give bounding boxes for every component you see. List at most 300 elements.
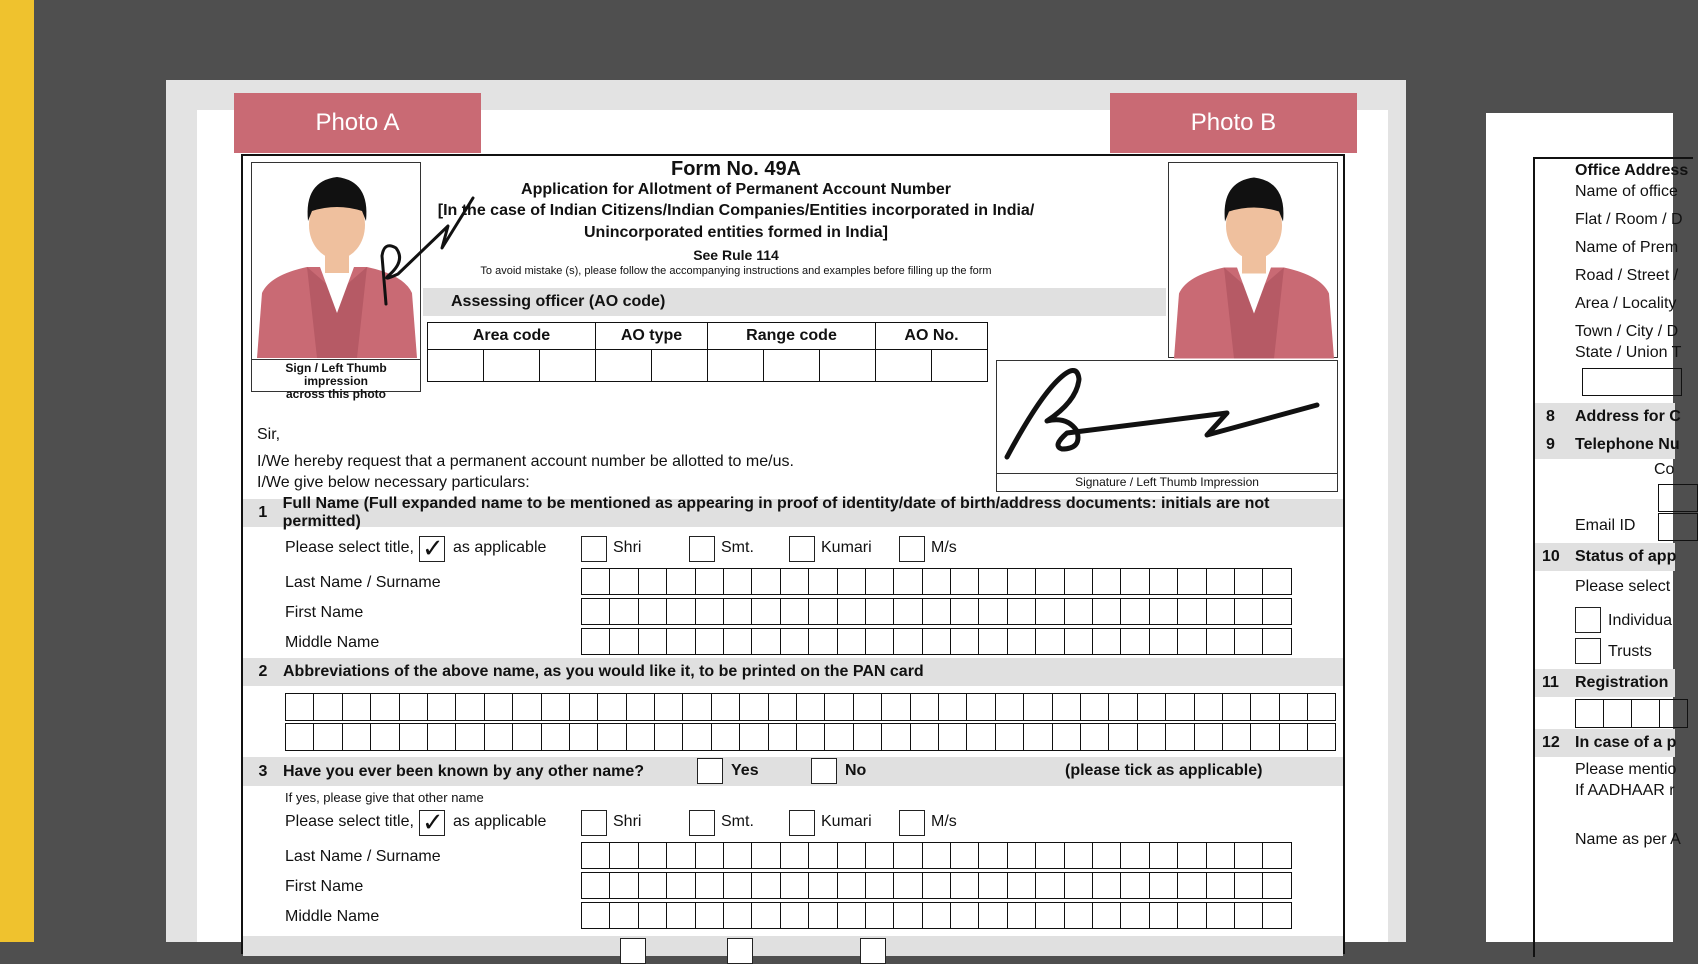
- character-box[interactable]: [1207, 873, 1235, 899]
- character-box[interactable]: [740, 694, 768, 721]
- character-box[interactable]: [696, 599, 724, 625]
- character-box[interactable]: [1065, 903, 1093, 929]
- character-box[interactable]: [610, 599, 638, 625]
- character-box[interactable]: [1036, 873, 1064, 899]
- character-box[interactable]: [1093, 599, 1121, 625]
- character-box[interactable]: [923, 569, 951, 595]
- character-box[interactable]: [866, 629, 894, 655]
- character-box[interactable]: [683, 724, 711, 751]
- other-title-shri-checkbox[interactable]: [581, 810, 607, 836]
- character-box[interactable]: [1235, 903, 1263, 929]
- character-box[interactable]: [655, 724, 683, 751]
- other-middle-name-grid[interactable]: [581, 902, 1292, 929]
- phone-input[interactable]: [1658, 484, 1698, 512]
- character-box[interactable]: [542, 694, 570, 721]
- character-box[interactable]: [1235, 629, 1263, 655]
- character-box[interactable]: [1207, 599, 1235, 625]
- character-box[interactable]: [610, 569, 638, 595]
- character-box[interactable]: [696, 903, 724, 929]
- character-box[interactable]: [1251, 724, 1279, 751]
- character-box[interactable]: [1166, 694, 1194, 721]
- section-12-number: 12: [1542, 734, 1560, 751]
- character-box[interactable]: [513, 724, 541, 751]
- character-box[interactable]: [882, 694, 910, 721]
- character-box[interactable]: [809, 599, 837, 625]
- character-box[interactable]: [951, 843, 979, 869]
- character-box[interactable]: [781, 599, 809, 625]
- character-box[interactable]: [781, 903, 809, 929]
- character-box[interactable]: [1008, 903, 1036, 929]
- character-box[interactable]: [1235, 843, 1263, 869]
- character-box[interactable]: [752, 843, 780, 869]
- character-box[interactable]: [1235, 599, 1263, 625]
- character-box[interactable]: [866, 873, 894, 899]
- character-box[interactable]: [923, 629, 951, 655]
- photo-a-tab[interactable]: [234, 93, 481, 153]
- character-box[interactable]: [667, 629, 695, 655]
- side-stripe: [0, 0, 34, 942]
- character-box[interactable]: [667, 599, 695, 625]
- character-box[interactable]: [1024, 694, 1052, 721]
- section-11-title: Registration: [1575, 674, 1669, 691]
- character-box[interactable]: [371, 694, 399, 721]
- character-box[interactable]: [809, 843, 837, 869]
- character-box[interactable]: [769, 694, 797, 721]
- title-kumari-label: Kumari: [821, 539, 872, 556]
- character-box[interactable]: [838, 629, 866, 655]
- character-box[interactable]: [797, 694, 825, 721]
- character-box[interactable]: [1053, 724, 1081, 751]
- ao-cell[interactable]: [708, 350, 764, 382]
- character-box[interactable]: [1207, 903, 1235, 929]
- first-name-grid[interactable]: [581, 598, 1292, 625]
- character-box[interactable]: [1263, 873, 1291, 899]
- character-box[interactable]: [866, 569, 894, 595]
- character-box[interactable]: [1138, 724, 1166, 751]
- character-box[interactable]: [1065, 599, 1093, 625]
- section-4-bar: [243, 936, 1343, 956]
- character-box[interactable]: [371, 724, 399, 751]
- character-box[interactable]: [724, 873, 752, 899]
- individual-label: Individua: [1608, 612, 1673, 629]
- section-3-title: Have you ever been known by any other name?: [283, 762, 644, 780]
- character-box[interactable]: [752, 873, 780, 899]
- character-box[interactable]: [1008, 873, 1036, 899]
- character-box[interactable]: [400, 694, 428, 721]
- character-box[interactable]: [967, 694, 995, 721]
- title-kumari-checkbox[interactable]: [789, 536, 815, 562]
- character-box[interactable]: [752, 569, 780, 595]
- character-box[interactable]: [1121, 569, 1149, 595]
- character-box[interactable]: [1121, 629, 1149, 655]
- character-box[interactable]: [286, 724, 314, 751]
- character-box[interactable]: [769, 724, 797, 751]
- other-first-name-grid[interactable]: [581, 872, 1292, 899]
- character-box[interactable]: [740, 724, 768, 751]
- section-1-bar: [243, 495, 1343, 530]
- character-box[interactable]: [939, 694, 967, 721]
- character-box[interactable]: [1235, 569, 1263, 595]
- character-box[interactable]: [923, 903, 951, 929]
- character-box[interactable]: [866, 843, 894, 869]
- character-box[interactable]: [456, 694, 484, 721]
- character-box[interactable]: [809, 903, 837, 929]
- character-box[interactable]: [809, 569, 837, 595]
- character-box[interactable]: [683, 694, 711, 721]
- section-4-checkbox[interactable]: [620, 938, 646, 964]
- character-box[interactable]: [667, 903, 695, 929]
- character-box[interactable]: [951, 599, 979, 625]
- character-box[interactable]: [1308, 694, 1336, 721]
- character-box[interactable]: [1195, 724, 1223, 751]
- character-box[interactable]: [343, 724, 371, 751]
- character-box[interactable]: [979, 629, 1007, 655]
- character-box[interactable]: [911, 694, 939, 721]
- character-box[interactable]: [428, 694, 456, 721]
- character-box[interactable]: [781, 873, 809, 899]
- other-title-ms-checkbox[interactable]: [899, 810, 925, 836]
- character-box[interactable]: [838, 599, 866, 625]
- registration-grid[interactable]: [1575, 699, 1688, 728]
- character-box[interactable]: [639, 629, 667, 655]
- character-box[interactable]: [1178, 903, 1206, 929]
- character-box[interactable]: [1150, 599, 1178, 625]
- character-box[interactable]: [752, 903, 780, 929]
- character-box[interactable]: [570, 724, 598, 751]
- middle-name-grid[interactable]: [581, 628, 1292, 655]
- other-title-smt-checkbox[interactable]: [689, 810, 715, 836]
- ao-cell[interactable]: [932, 350, 988, 382]
- character-box[interactable]: [996, 724, 1024, 751]
- form-title: Form No. 49A: [670, 158, 802, 180]
- character-box[interactable]: [1195, 694, 1223, 721]
- character-box[interactable]: [343, 694, 371, 721]
- character-box[interactable]: [1150, 873, 1178, 899]
- character-box[interactable]: [1121, 843, 1149, 869]
- character-box[interactable]: [1576, 700, 1604, 728]
- character-box[interactable]: [923, 599, 951, 625]
- character-box[interactable]: [1263, 903, 1291, 929]
- character-box[interactable]: [809, 873, 837, 899]
- character-box[interactable]: [1604, 700, 1632, 728]
- title-smt-checkbox[interactable]: [689, 536, 715, 562]
- ao-cell[interactable]: [764, 350, 820, 382]
- character-box[interactable]: [667, 873, 695, 899]
- character-box[interactable]: [639, 903, 667, 929]
- character-box[interactable]: [894, 599, 922, 625]
- title-ms-checkbox[interactable]: [899, 536, 925, 562]
- photo-a-label: Photo A: [315, 109, 400, 136]
- character-box[interactable]: [1121, 873, 1149, 899]
- character-box[interactable]: [610, 629, 638, 655]
- character-box[interactable]: [1280, 694, 1308, 721]
- character-box[interactable]: [894, 629, 922, 655]
- form-subtitle-3: Unincorporated entities formed in India]: [583, 224, 889, 241]
- character-box[interactable]: [485, 724, 513, 751]
- trusts-checkbox[interactable]: [1575, 638, 1601, 664]
- character-box[interactable]: [781, 629, 809, 655]
- character-box[interactable]: [752, 629, 780, 655]
- ao-cell[interactable]: [484, 350, 540, 382]
- character-box[interactable]: [696, 843, 724, 869]
- flat-room-label: Flat / Room / D: [1575, 211, 1683, 228]
- character-box[interactable]: [1065, 629, 1093, 655]
- please-select-label: Please select: [1575, 578, 1671, 595]
- character-box[interactable]: [724, 599, 752, 625]
- character-box[interactable]: [1150, 569, 1178, 595]
- character-box[interactable]: [1150, 843, 1178, 869]
- character-box[interactable]: [951, 569, 979, 595]
- character-box[interactable]: [951, 873, 979, 899]
- ao-cell[interactable]: [428, 350, 484, 382]
- request-line-2: I/We give below necessary particulars:: [257, 474, 530, 491]
- character-box[interactable]: [979, 873, 1007, 899]
- character-box[interactable]: [667, 843, 695, 869]
- character-box[interactable]: [639, 599, 667, 625]
- character-box[interactable]: [1093, 873, 1121, 899]
- abbreviation-grid-2[interactable]: [285, 723, 1336, 751]
- character-box[interactable]: [979, 599, 1007, 625]
- character-box[interactable]: [1081, 694, 1109, 721]
- character-box[interactable]: [513, 694, 541, 721]
- character-box[interactable]: [1109, 724, 1137, 751]
- character-box[interactable]: [894, 569, 922, 595]
- character-box[interactable]: [781, 569, 809, 595]
- character-box[interactable]: [1207, 569, 1235, 595]
- character-box[interactable]: [627, 694, 655, 721]
- character-box[interactable]: [967, 724, 995, 751]
- character-box[interactable]: [456, 724, 484, 751]
- character-box[interactable]: [1065, 569, 1093, 595]
- title-checked-example: [419, 536, 445, 562]
- character-box[interactable]: [1280, 724, 1308, 751]
- character-box[interactable]: [894, 903, 922, 929]
- character-box[interactable]: [1178, 599, 1206, 625]
- character-box[interactable]: [1036, 903, 1064, 929]
- person-photo-icon: [1169, 163, 1339, 359]
- character-box[interactable]: [667, 569, 695, 595]
- character-box[interactable]: [1263, 599, 1291, 625]
- character-box[interactable]: [923, 873, 951, 899]
- form-rule: See Rule 114: [693, 247, 779, 263]
- character-box[interactable]: [286, 694, 314, 721]
- character-box[interactable]: [582, 873, 610, 899]
- character-box[interactable]: [639, 569, 667, 595]
- character-box[interactable]: [923, 843, 951, 869]
- character-box[interactable]: [610, 843, 638, 869]
- section-1-title: Full Name (Full expanded name to be mentioned as appearing in proof of identity/date of birth/address documents: initials are not permitted): [282, 495, 1270, 530]
- character-box[interactable]: [598, 724, 626, 751]
- character-box[interactable]: [825, 694, 853, 721]
- character-box[interactable]: [911, 724, 939, 751]
- character-box[interactable]: [1036, 599, 1064, 625]
- character-box[interactable]: [1660, 700, 1688, 728]
- character-box[interactable]: [1138, 694, 1166, 721]
- character-box[interactable]: [809, 629, 837, 655]
- character-box[interactable]: [1121, 599, 1149, 625]
- character-box[interactable]: [1207, 629, 1235, 655]
- email-label: Email ID: [1575, 517, 1636, 534]
- character-box[interactable]: [996, 694, 1024, 721]
- character-box[interactable]: [570, 694, 598, 721]
- other-last-name-grid[interactable]: [581, 842, 1292, 869]
- character-box[interactable]: [1036, 843, 1064, 869]
- section-2-number: 2: [258, 663, 268, 680]
- character-box[interactable]: [838, 843, 866, 869]
- character-box[interactable]: [1150, 903, 1178, 929]
- character-box[interactable]: [1093, 629, 1121, 655]
- character-box[interactable]: [825, 724, 853, 751]
- character-box[interactable]: [1178, 629, 1206, 655]
- character-box[interactable]: [696, 569, 724, 595]
- character-box[interactable]: [866, 599, 894, 625]
- title-checked-example-2: [419, 810, 445, 836]
- character-box[interactable]: [598, 694, 626, 721]
- no-label: No: [845, 762, 867, 779]
- character-box[interactable]: [712, 694, 740, 721]
- photo-b-label: Photo B: [1190, 109, 1277, 136]
- please-mention-label: Please mentio: [1575, 761, 1677, 778]
- character-box[interactable]: [951, 903, 979, 929]
- character-box[interactable]: [752, 599, 780, 625]
- character-box[interactable]: [781, 843, 809, 869]
- character-box[interactable]: [979, 903, 1007, 929]
- section-4-checkbox[interactable]: [860, 938, 886, 964]
- character-box[interactable]: [610, 873, 638, 899]
- character-box[interactable]: [428, 724, 456, 751]
- ao-cell[interactable]: [540, 350, 596, 382]
- character-box[interactable]: [655, 694, 683, 721]
- character-box[interactable]: [314, 694, 342, 721]
- character-box[interactable]: [696, 629, 724, 655]
- signature-box[interactable]: [996, 360, 1338, 492]
- character-box[interactable]: [1024, 724, 1052, 751]
- character-box[interactable]: [979, 569, 1007, 595]
- photo-b-tab[interactable]: [1110, 93, 1357, 153]
- character-box[interactable]: [485, 694, 513, 721]
- character-box[interactable]: [582, 903, 610, 929]
- ao-cell[interactable]: [652, 350, 708, 382]
- character-box[interactable]: [314, 724, 342, 751]
- ao-col-ao-type: AO type: [596, 323, 708, 350]
- character-box[interactable]: [951, 629, 979, 655]
- character-box[interactable]: [1178, 873, 1206, 899]
- ao-cell[interactable]: [820, 350, 876, 382]
- abbreviation-grid-1[interactable]: [285, 693, 1336, 721]
- character-box[interactable]: [1093, 903, 1121, 929]
- character-box[interactable]: [797, 724, 825, 751]
- character-box[interactable]: [1263, 843, 1291, 869]
- other-title-ms-label: M/s: [931, 813, 957, 830]
- character-box[interactable]: [894, 843, 922, 869]
- character-box[interactable]: [1093, 569, 1121, 595]
- other-first-name-label: First Name: [285, 878, 364, 895]
- character-box[interactable]: [838, 873, 866, 899]
- character-box[interactable]: [1207, 843, 1235, 869]
- character-box[interactable]: [1235, 873, 1263, 899]
- character-box[interactable]: [1178, 569, 1206, 595]
- character-box[interactable]: [1008, 599, 1036, 625]
- other-name-no-checkbox[interactable]: [811, 758, 837, 784]
- character-box[interactable]: [1109, 694, 1137, 721]
- character-box[interactable]: [1178, 843, 1206, 869]
- character-box[interactable]: [1065, 843, 1093, 869]
- character-box[interactable]: [979, 843, 1007, 869]
- section-4-checkbox[interactable]: [727, 938, 753, 964]
- character-box[interactable]: [1150, 629, 1178, 655]
- character-box[interactable]: [639, 873, 667, 899]
- character-box[interactable]: [724, 843, 752, 869]
- character-box[interactable]: [1632, 700, 1660, 728]
- character-box[interactable]: [1008, 843, 1036, 869]
- character-box[interactable]: [1223, 694, 1251, 721]
- character-box[interactable]: [838, 903, 866, 929]
- character-box[interactable]: [724, 569, 752, 595]
- other-title-kumari-checkbox[interactable]: [789, 810, 815, 836]
- character-box[interactable]: [1251, 694, 1279, 721]
- character-box[interactable]: [1308, 724, 1336, 751]
- character-box[interactable]: [582, 629, 610, 655]
- state-input[interactable]: [1582, 368, 1682, 396]
- if-aadhaar-label: If AADHAAR r: [1575, 782, 1675, 799]
- character-box[interactable]: [400, 724, 428, 751]
- character-box[interactable]: [582, 569, 610, 595]
- email-input[interactable]: [1658, 513, 1698, 541]
- character-box[interactable]: [1121, 903, 1149, 929]
- character-box[interactable]: [854, 694, 882, 721]
- character-box[interactable]: [1008, 629, 1036, 655]
- character-box[interactable]: [838, 569, 866, 595]
- character-box[interactable]: [882, 724, 910, 751]
- character-box[interactable]: [542, 724, 570, 751]
- signature-icon: [997, 361, 1337, 473]
- character-box[interactable]: [724, 629, 752, 655]
- character-box[interactable]: [712, 724, 740, 751]
- select-title-label-2: Please select title,: [285, 813, 414, 830]
- character-box[interactable]: [1166, 724, 1194, 751]
- character-box[interactable]: [1263, 629, 1291, 655]
- character-box[interactable]: [1036, 569, 1064, 595]
- character-box[interactable]: [582, 599, 610, 625]
- individual-checkbox[interactable]: [1575, 607, 1601, 633]
- character-box[interactable]: [939, 724, 967, 751]
- character-box[interactable]: [1053, 694, 1081, 721]
- character-box[interactable]: [1223, 724, 1251, 751]
- character-box[interactable]: [1008, 569, 1036, 595]
- title-shri-checkbox[interactable]: [581, 536, 607, 562]
- character-box[interactable]: [696, 873, 724, 899]
- character-box[interactable]: [627, 724, 655, 751]
- character-box[interactable]: [724, 903, 752, 929]
- character-box[interactable]: [854, 724, 882, 751]
- character-box[interactable]: [582, 843, 610, 869]
- form-instruction: To avoid mistake (s), please follow the accompanying instructions and examples before filling up the form: [480, 265, 992, 277]
- character-box[interactable]: [1065, 873, 1093, 899]
- character-box[interactable]: [1036, 629, 1064, 655]
- ao-cell[interactable]: [876, 350, 932, 382]
- character-box[interactable]: [610, 903, 638, 929]
- character-box[interactable]: [894, 873, 922, 899]
- character-box[interactable]: [639, 843, 667, 869]
- character-box[interactable]: [866, 903, 894, 929]
- ao-cell[interactable]: [596, 350, 652, 382]
- character-box[interactable]: [1093, 843, 1121, 869]
- character-box[interactable]: [1081, 724, 1109, 751]
- character-box[interactable]: [1263, 569, 1291, 595]
- last-name-grid[interactable]: [581, 568, 1292, 595]
- other-name-yes-checkbox[interactable]: [697, 758, 723, 784]
- photo-a-caption: Sign / Left Thumb impression across this photo: [252, 359, 420, 391]
